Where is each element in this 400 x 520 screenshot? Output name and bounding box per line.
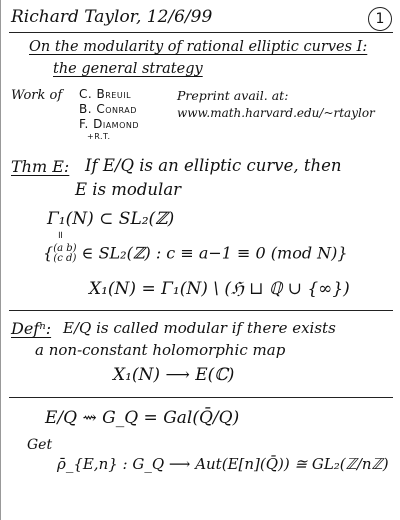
divider-2	[9, 397, 393, 398]
divider-1	[9, 310, 393, 311]
get-label: Get	[27, 437, 53, 453]
gamma-set: {(a b) (c d) ∈ SL₂(ℤ) : c ≡ a−1 ≡ 0 (mod N)}	[43, 243, 348, 264]
page-number: 1	[368, 7, 392, 31]
galois-line-1: E/Q ⇝ G_Q = Gal(Q̄/Q)	[45, 408, 240, 428]
definition-line-1: E/Q is called modular if there exists	[63, 319, 336, 337]
theorem-line-1: If E/Q is an elliptic curve, then	[85, 156, 342, 175]
author-2: B. Conrad	[79, 102, 137, 116]
definition-label: Defⁿ:	[11, 319, 52, 338]
x1-definition: X₁(N) = Γ₁(N) \ (ℌ ⊔ ℚ ∪ {∞})	[89, 279, 350, 299]
theorem-line-2: E is modular	[75, 180, 182, 199]
header-rule	[9, 32, 393, 33]
definition-line-3: X₁(N) ⟶ E(ℂ)	[113, 365, 235, 385]
theorem-label: Thm E:	[11, 157, 70, 176]
title-line-2: the general strategy	[53, 61, 203, 77]
author-1: C. Breuil	[79, 87, 132, 101]
title-line-1: On the modularity of rational elliptic curves I:	[29, 39, 368, 55]
galois-line-2: ρ̄_{E,n} : G_Q ⟶ Aut(E[n](Q̄)) ≅ GL₂(ℤ/nℤ)	[57, 455, 389, 473]
author-date: Richard Taylor, 12/6/99	[11, 7, 213, 27]
author-3: F. Diamond	[79, 117, 140, 131]
author-4: +R.T.	[87, 132, 111, 141]
definition-line-2: a non-constant holomorphic map	[35, 341, 286, 359]
preprint-url: www.math.harvard.edu/~rtaylor	[177, 106, 375, 120]
preprint-label: Preprint avail. at:	[177, 88, 289, 103]
gamma-definition: Γ₁(N) ⊂ SL₂(ℤ)	[47, 209, 175, 229]
matrix-abcd: (a b) (c d)	[53, 243, 77, 264]
work-of-label: Work of	[11, 88, 63, 103]
equals-mark: ॥	[57, 230, 63, 241]
